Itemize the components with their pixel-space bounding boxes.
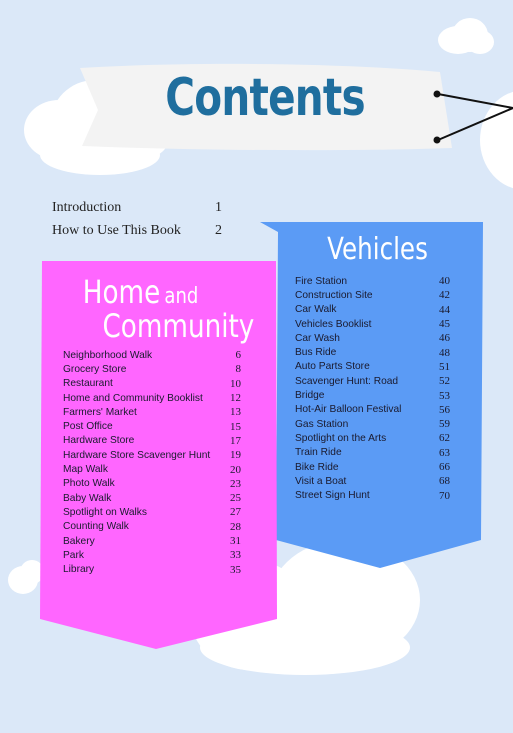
vehicles-item-page: 68 [439, 475, 450, 488]
home-item[interactable] [63, 419, 241, 433]
vehicles-item-page: 42 [439, 289, 450, 302]
home-item-page: 12 [230, 392, 241, 405]
vehicles-item-label: Train Ride [295, 447, 342, 459]
home-item[interactable] [63, 448, 241, 462]
home-item-label: Post Office [63, 421, 113, 433]
home-item[interactable] [63, 505, 241, 519]
vehicles-item[interactable] [295, 345, 450, 359]
home-item-label: Spotlight on Walks [63, 506, 147, 518]
vehicles-item-label: Vehicles Booklist [295, 318, 372, 330]
vehicles-heading: Vehicles [327, 232, 428, 267]
vehicles-item-page: 40 [439, 275, 450, 288]
home-community-panel [38, 261, 278, 649]
home-item-label: Park [63, 549, 84, 561]
home-heading [68, 273, 255, 345]
home-item[interactable] [63, 520, 241, 534]
vehicles-item-page: 56 [439, 403, 450, 416]
vehicles-item[interactable] [295, 317, 450, 331]
intro-list [52, 196, 222, 242]
home-item-label: Home and Community Booklist [63, 392, 203, 404]
vehicles-item[interactable] [295, 303, 450, 317]
vehicles-item-page: 44 [439, 303, 450, 316]
home-item-label: Grocery Store [63, 363, 127, 375]
home-item-page: 25 [230, 492, 241, 505]
vehicles-item-label: Car Walk [295, 304, 337, 316]
vehicles-item-page: 62 [439, 432, 450, 445]
intro-item[interactable] [52, 219, 222, 242]
vehicles-item-label: Hot-Air Balloon Festival [295, 404, 402, 416]
vehicles-item-page: 63 [439, 446, 450, 459]
vehicles-item[interactable] [295, 288, 450, 302]
home-item[interactable] [63, 477, 241, 491]
vehicles-item[interactable] [295, 331, 450, 345]
home-item-page: 28 [230, 520, 241, 533]
home-item[interactable] [63, 462, 241, 476]
home-item-page: 35 [230, 563, 241, 576]
home-item[interactable] [63, 434, 241, 448]
home-item-page: 23 [230, 477, 241, 490]
home-item-page: 17 [230, 434, 241, 447]
home-community-list [63, 348, 241, 577]
vehicles-item[interactable] [295, 403, 450, 417]
home-item[interactable] [63, 348, 241, 362]
home-item-page: 27 [230, 506, 241, 519]
vehicles-item-page: 66 [439, 461, 450, 473]
vehicles-item-label: Construction Site [295, 289, 373, 301]
intro-item[interactable] [52, 196, 222, 219]
vehicles-item-label: Bridge [295, 390, 325, 402]
vehicles-item-page: 46 [439, 332, 450, 345]
vehicles-item[interactable] [295, 460, 450, 474]
vehicles-item[interactable] [295, 274, 450, 288]
home-item-page: 33 [230, 549, 241, 562]
vehicles-item-label: Auto Parts Store [295, 361, 370, 373]
vehicles-item-label: Bus Ride [295, 347, 337, 359]
home-item[interactable] [63, 391, 241, 405]
home-item[interactable] [63, 377, 241, 391]
home-item-label: Neighborhood Walk [63, 349, 153, 361]
home-item-label: Bakery [63, 535, 95, 547]
intro-item-label: Introduction [52, 199, 122, 215]
vehicles-list [295, 274, 450, 503]
vehicles-item-page: 52 [439, 375, 450, 388]
home-item[interactable] [63, 562, 241, 576]
home-item-label: Baby Walk [63, 492, 112, 504]
vehicles-item-label: Gas Station [295, 418, 349, 430]
vehicles-item-page: 45 [439, 318, 450, 331]
vehicles-item-label: Scavenger Hunt: Road [295, 375, 399, 387]
home-item-label: Farmers' Market [63, 406, 137, 418]
vehicles-item[interactable] [295, 431, 450, 445]
vehicles-item-label: Spotlight on the Arts [295, 432, 387, 444]
home-item[interactable] [63, 362, 241, 376]
vehicles-item[interactable] [295, 388, 450, 402]
vehicles-item[interactable] [295, 474, 450, 488]
home-item-page: 10 [230, 377, 241, 390]
home-heading-community: Community [102, 307, 255, 345]
vehicles-item-label: Visit a Boat [295, 475, 347, 487]
home-item-label: Library [63, 564, 95, 576]
home-item-page: 20 [230, 463, 241, 476]
vehicles-item-page: 53 [439, 389, 450, 402]
home-item-page: 19 [230, 449, 241, 462]
home-item[interactable] [63, 491, 241, 505]
home-item[interactable] [63, 405, 241, 419]
vehicles-item[interactable] [295, 446, 450, 460]
home-item-page: 8 [235, 363, 241, 376]
home-item-label: Map Walk [63, 464, 108, 476]
vehicles-item-page: 48 [439, 346, 450, 359]
home-item-label: Photo Walk [63, 478, 115, 490]
vehicles-item[interactable] [295, 488, 450, 502]
home-item-page: 31 [230, 535, 241, 547]
vehicles-item-label: Fire Station [295, 275, 348, 287]
home-heading-home: Home [82, 273, 161, 311]
intro-item-page: 1 [215, 199, 222, 215]
intro-item-label: How to Use This Book [52, 222, 181, 238]
vehicles-panel [260, 222, 485, 568]
vehicles-item[interactable] [295, 374, 450, 388]
home-item-label: Counting Walk [63, 521, 129, 533]
page-title: Contents [165, 68, 365, 128]
home-item-page: 15 [230, 420, 241, 433]
home-item-page: 6 [235, 349, 241, 362]
home-item-label: Hardware Store Scavenger Hunt [63, 449, 211, 461]
intro-item-page: 2 [215, 222, 222, 238]
home-item[interactable] [63, 534, 241, 548]
vehicles-item-label: Street Sign Hunt [295, 490, 370, 502]
home-item-label: Restaurant [63, 378, 113, 390]
home-item-label: Hardware Store [63, 435, 135, 447]
vehicles-item-label: Bike Ride [295, 461, 339, 473]
vehicles-item-page: 70 [439, 489, 450, 502]
vehicles-item[interactable] [295, 417, 450, 431]
vehicles-item-label: Car Wash [295, 332, 340, 344]
home-item[interactable] [63, 548, 241, 562]
home-item-page: 13 [230, 406, 241, 419]
home-heading-and: and [164, 284, 199, 309]
vehicles-item-page: 59 [439, 418, 450, 431]
vehicles-item-page: 51 [439, 360, 450, 373]
vehicles-item[interactable] [295, 360, 450, 374]
